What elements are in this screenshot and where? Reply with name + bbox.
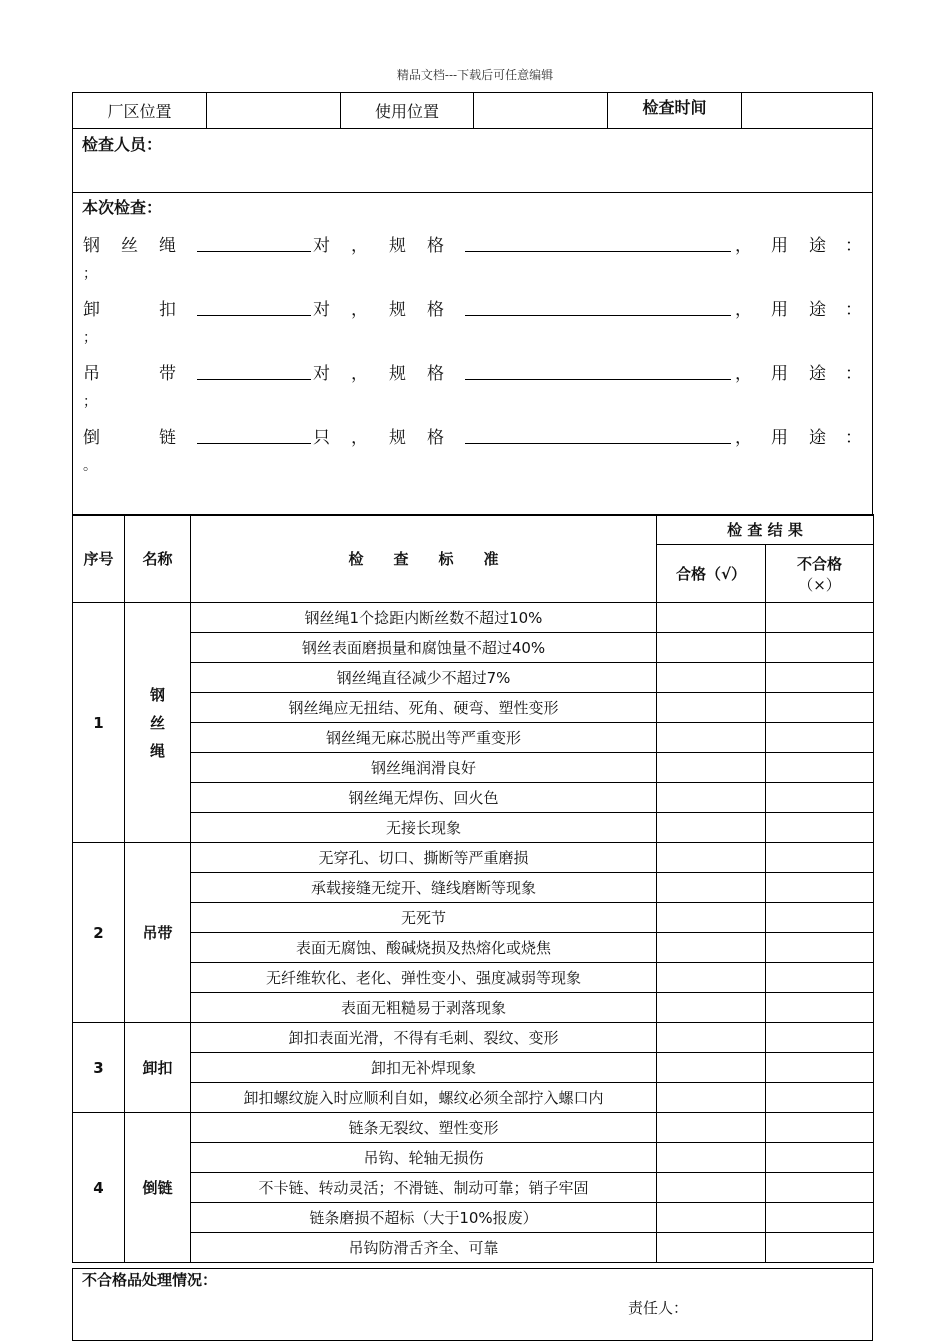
criteria-row	[73, 783, 874, 813]
criteria-cell: 钢丝绳应无扭结、死角、硬弯、塑性变形	[191, 693, 657, 723]
criteria-cell: 无穿孔、切口、撕断等严重磨损	[191, 843, 657, 873]
use-label-char: 途	[809, 300, 826, 320]
item-name-char: 丝	[149, 713, 165, 732]
use-label-char: 用	[771, 428, 788, 448]
criteria-cell: 表面无腐蚀、酸碱烧损及热熔化或烧焦	[191, 933, 657, 963]
this-check-label: 本次检查：	[82, 198, 163, 217]
fail-check-cell[interactable]	[766, 1083, 874, 1113]
criteria-row	[73, 1173, 874, 1203]
criteria-row	[73, 723, 874, 753]
fail-check-cell[interactable]	[766, 843, 874, 873]
equipment-name-char: 丝	[121, 236, 138, 256]
criteria-row	[73, 1113, 874, 1143]
pass-check-cell[interactable]	[657, 1233, 766, 1263]
col-seq-header: 序号	[73, 515, 125, 603]
pass-check-cell[interactable]	[657, 1023, 766, 1053]
criteria-cell: 钢丝绳无麻芯脱出等严重变形	[191, 723, 657, 753]
seq-cell: 3	[73, 1023, 125, 1113]
spec-blank[interactable]	[465, 295, 731, 316]
unit-label: 只	[313, 428, 330, 448]
pass-check-cell[interactable]	[657, 783, 766, 813]
criteria-row	[73, 1233, 874, 1263]
comma: ，	[351, 364, 368, 384]
criteria-row	[73, 633, 874, 663]
fail-check-cell[interactable]	[766, 1113, 874, 1143]
pass-check-cell[interactable]	[657, 663, 766, 693]
nonconforming-label: 不合格品处理情况：	[82, 1271, 218, 1289]
pass-check-cell[interactable]	[657, 813, 766, 843]
equipment-line	[83, 359, 863, 385]
use-location-label: 使用位置	[341, 93, 474, 128]
criteria-cell: 承载接缝无绽开、缝线磨断等现象	[191, 873, 657, 903]
inspector-label: 检查人员：	[82, 135, 163, 154]
criteria-cell: 卸扣螺纹旋入时应顺利自如，螺纹必须全部拧入螺口内	[191, 1083, 657, 1113]
item-name-cell: 吊带	[125, 843, 191, 1023]
header-row	[72, 92, 873, 129]
use-label-char: 途	[809, 364, 826, 384]
this-check-section	[72, 192, 873, 516]
criteria-cell: 卸扣无补焊现象	[191, 1053, 657, 1083]
spec-label-char: 格	[427, 300, 444, 320]
col-standard-header: 检 查 标 准	[191, 515, 657, 603]
criteria-cell: 链条磨损不超标（大于10%报废）	[191, 1203, 657, 1233]
col-fail-label: 不合格	[797, 554, 843, 573]
colon: ：	[845, 236, 862, 256]
quantity-blank[interactable]	[197, 295, 311, 316]
equipment-name-char: 吊	[83, 364, 100, 384]
criteria-cell: 链条无裂纹、塑性变形	[191, 1113, 657, 1143]
inspector-section	[72, 128, 873, 193]
fail-check-cell[interactable]	[766, 603, 874, 633]
criteria-cell: 不卡链、转动灵活；不滑链、制动可靠；销子牢固	[191, 1173, 657, 1203]
criteria-cell: 吊钩、轮轴无损伤	[191, 1143, 657, 1173]
fail-check-cell[interactable]	[766, 1143, 874, 1173]
fail-check-cell[interactable]	[766, 1203, 874, 1233]
colon: ：	[845, 428, 862, 448]
col-name-header: 名称	[125, 515, 191, 603]
criteria-row	[73, 873, 874, 903]
use-label-char: 途	[809, 236, 826, 256]
spec-label-char: 规	[389, 428, 406, 448]
line-terminator: ；	[83, 266, 97, 282]
item-name-cell: 卸扣	[125, 1023, 191, 1113]
item-name-char: 绳	[149, 741, 165, 760]
fail-check-cell[interactable]	[766, 1023, 874, 1053]
use-label-char: 用	[771, 236, 788, 256]
comma: ，	[735, 428, 752, 448]
colon: ：	[845, 364, 862, 384]
pass-check-cell[interactable]	[657, 723, 766, 753]
unit-label: 对	[313, 364, 330, 384]
criteria-cell: 无接长现象	[191, 813, 657, 843]
criteria-row	[73, 1053, 874, 1083]
inspection-table	[72, 514, 874, 1263]
comma: ，	[351, 236, 368, 256]
col-result-header: 检 查 结 果	[657, 515, 874, 545]
criteria-row	[73, 963, 874, 993]
spec-label-char: 规	[389, 364, 406, 384]
spec-label-char: 规	[389, 236, 406, 256]
spec-blank[interactable]	[465, 231, 731, 252]
pass-check-cell[interactable]	[657, 603, 766, 633]
seq-cell: 4	[73, 1113, 125, 1263]
equipment-name-char: 钢	[83, 236, 100, 256]
line-terminator: ；	[83, 330, 97, 346]
line-terminator: 。	[83, 458, 97, 474]
quantity-blank[interactable]	[197, 231, 311, 252]
nonconforming-section	[72, 1268, 873, 1341]
quantity-blank[interactable]	[197, 359, 311, 380]
fail-check-cell[interactable]	[766, 663, 874, 693]
criteria-cell: 卸扣表面光滑，不得有毛刺、裂纹、变形	[191, 1023, 657, 1053]
equipment-line	[83, 423, 863, 449]
fail-check-cell[interactable]	[766, 873, 874, 903]
factory-label: 厂区位置	[73, 93, 207, 128]
criteria-row	[73, 813, 874, 843]
pass-check-cell[interactable]	[657, 753, 766, 783]
criteria-row	[73, 993, 874, 1023]
criteria-row	[73, 753, 874, 783]
pass-check-cell[interactable]	[657, 1053, 766, 1083]
criteria-row	[73, 1143, 874, 1173]
criteria-row	[73, 1203, 874, 1233]
criteria-cell: 表面无粗糙易于剥落现象	[191, 993, 657, 1023]
fail-check-cell[interactable]	[766, 633, 874, 663]
pass-check-cell[interactable]	[657, 993, 766, 1023]
unit-label: 对	[313, 236, 330, 256]
fail-check-cell[interactable]	[766, 753, 874, 783]
col-fail-header	[766, 545, 874, 603]
criteria-cell: 钢丝绳直径减少不超过7%	[191, 663, 657, 693]
factory-field[interactable]	[207, 93, 341, 128]
equipment-line	[83, 231, 863, 257]
fail-check-cell[interactable]	[766, 693, 874, 723]
spec-label-char: 格	[427, 428, 444, 448]
criteria-row	[73, 603, 874, 633]
criteria-row	[73, 1023, 874, 1053]
col-pass-header: 合格（√）	[657, 545, 766, 603]
equipment-line	[83, 295, 863, 321]
use-label-char: 用	[771, 364, 788, 384]
item-name-cell: 倒链	[125, 1113, 191, 1263]
criteria-cell: 钢丝绳润滑良好	[191, 753, 657, 783]
spec-label-char: 格	[427, 236, 444, 256]
line-terminator: ；	[83, 394, 97, 410]
pass-check-cell[interactable]	[657, 1143, 766, 1173]
criteria-cell: 钢丝绳无焊伤、回火色	[191, 783, 657, 813]
spec-blank[interactable]	[465, 359, 731, 380]
comma: ，	[735, 236, 752, 256]
fail-check-cell[interactable]	[766, 1233, 874, 1263]
spec-label-char: 格	[427, 364, 444, 384]
item-name-char: 钢	[149, 685, 165, 704]
criteria-cell: 无纤维软化、老化、弹性变小、强度减弱等现象	[191, 963, 657, 993]
pass-check-cell[interactable]	[657, 693, 766, 723]
comma: ，	[735, 364, 752, 384]
responsible-label: 责任人：	[628, 1299, 689, 1317]
criteria-cell: 吊钩防滑舌齐全、可靠	[191, 1233, 657, 1263]
fail-check-cell[interactable]	[766, 993, 874, 1023]
criteria-cell: 钢丝表面磨损量和腐蚀量不超过40%	[191, 633, 657, 663]
page-watermark: 精品文档---下载后可任意编辑	[396, 68, 554, 82]
fail-check-cell[interactable]	[766, 963, 874, 993]
pass-check-cell[interactable]	[657, 1203, 766, 1233]
col-fail-symbol: （×）	[798, 575, 841, 594]
quantity-blank[interactable]	[197, 423, 311, 444]
fail-check-cell[interactable]	[766, 903, 874, 933]
use-location-field[interactable]	[474, 93, 608, 128]
comma: ，	[351, 428, 368, 448]
check-time-label: 检查时间	[608, 93, 742, 128]
comma: ，	[735, 300, 752, 320]
equipment-name-char: 绳	[159, 236, 176, 256]
equipment-name-char: 带	[159, 364, 176, 384]
fail-check-cell[interactable]	[766, 813, 874, 843]
criteria-row	[73, 933, 874, 963]
use-label-char: 用	[771, 300, 788, 320]
comma: ，	[351, 300, 368, 320]
pass-check-cell[interactable]	[657, 843, 766, 873]
check-time-field[interactable]	[742, 93, 872, 128]
pass-check-cell[interactable]	[657, 873, 766, 903]
criteria-row	[73, 1083, 874, 1113]
pass-check-cell[interactable]	[657, 1113, 766, 1143]
use-label-char: 途	[809, 428, 826, 448]
seq-cell: 2	[73, 843, 125, 1023]
fail-check-cell[interactable]	[766, 1053, 874, 1083]
pass-check-cell[interactable]	[657, 1173, 766, 1203]
spec-label-char: 规	[389, 300, 406, 320]
fail-check-cell[interactable]	[766, 783, 874, 813]
criteria-row	[73, 843, 874, 873]
pass-check-cell[interactable]	[657, 933, 766, 963]
fail-check-cell[interactable]	[766, 723, 874, 753]
equipment-name-char: 卸	[83, 300, 100, 320]
pass-check-cell[interactable]	[657, 903, 766, 933]
fail-check-cell[interactable]	[766, 933, 874, 963]
item-name-cell	[125, 603, 191, 843]
criteria-row	[73, 903, 874, 933]
criteria-cell: 无死节	[191, 903, 657, 933]
criteria-cell: 钢丝绳1个捻距内断丝数不超过10%	[191, 603, 657, 633]
fail-check-cell[interactable]	[766, 1173, 874, 1203]
equipment-name-char: 扣	[159, 300, 176, 320]
equipment-name-char: 倒	[83, 428, 100, 448]
criteria-row	[73, 663, 874, 693]
unit-label: 对	[313, 300, 330, 320]
pass-check-cell[interactable]	[657, 633, 766, 663]
equipment-name-char: 链	[159, 428, 176, 448]
seq-cell: 1	[73, 603, 125, 843]
spec-blank[interactable]	[465, 423, 731, 444]
pass-check-cell[interactable]	[657, 963, 766, 993]
pass-check-cell[interactable]	[657, 1083, 766, 1113]
criteria-row	[73, 693, 874, 723]
colon: ：	[845, 300, 862, 320]
